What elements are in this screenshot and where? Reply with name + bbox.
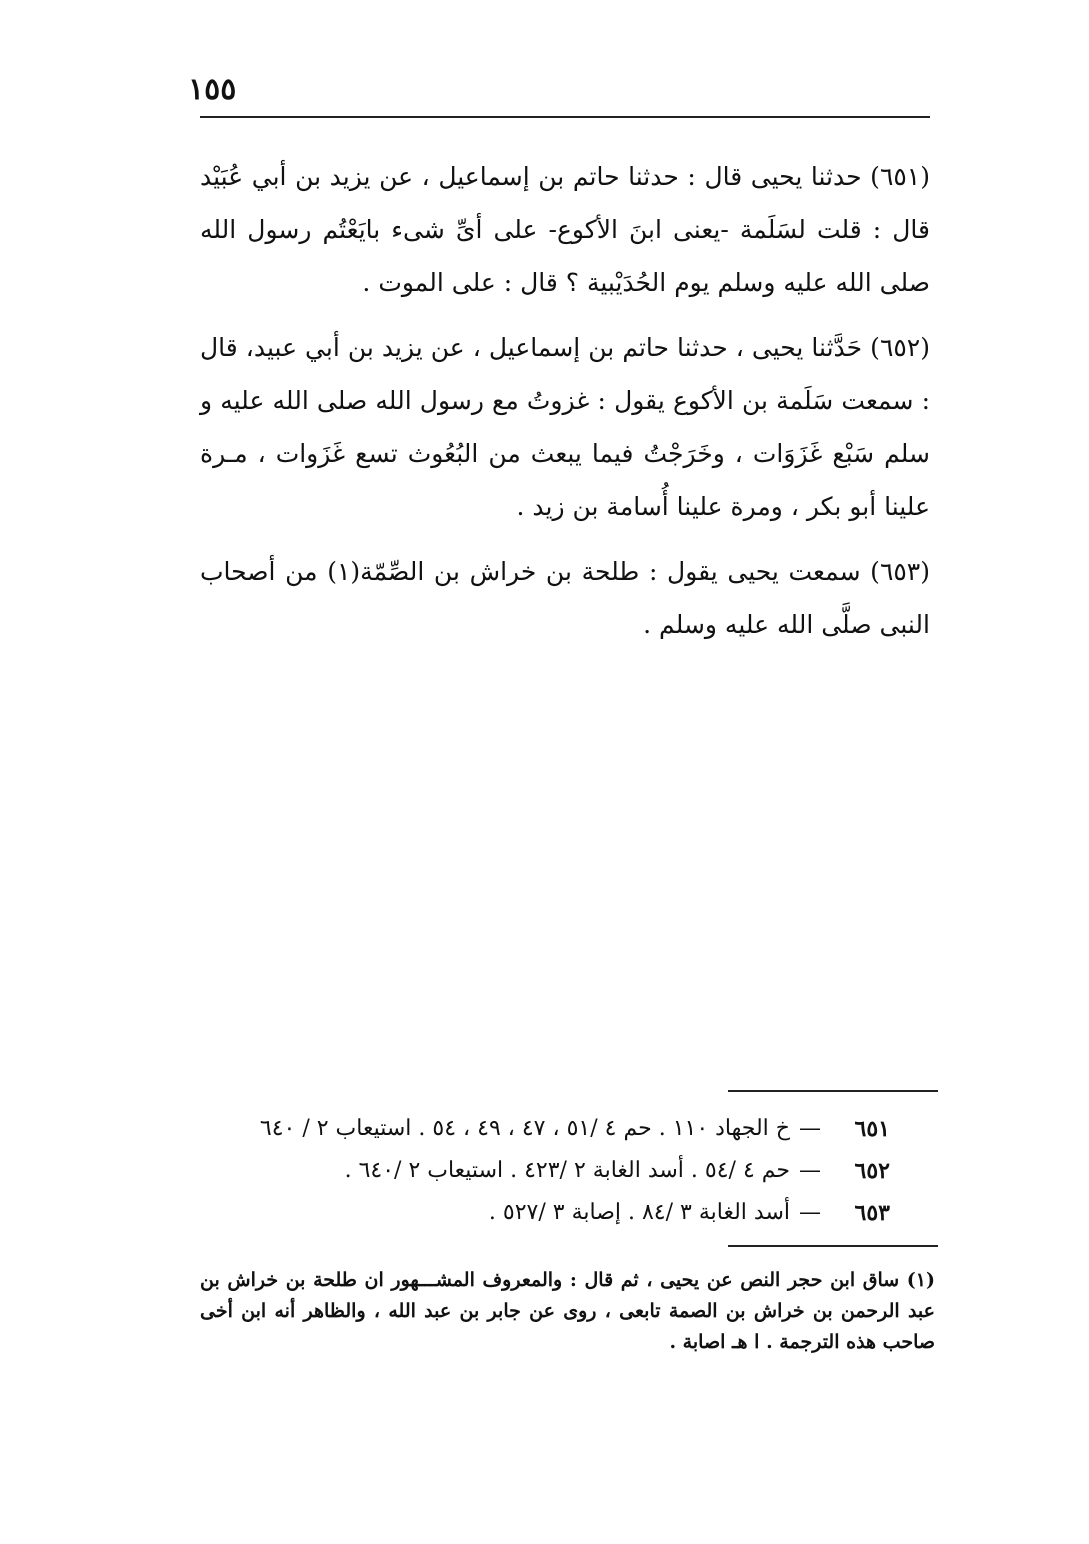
reference-dash: — <box>799 1200 821 1225</box>
header-rule <box>200 116 930 118</box>
reference-text: حم ٤ /٥٤ . أسد الغابة ٢ /٤٢٣ . استيعاب ٢ /٦٤٠ . <box>344 1158 790 1183</box>
reference-line <box>200 1192 890 1234</box>
references-rule <box>728 1090 938 1092</box>
hadith-paragraph: (٦٥١) حدثنا يحيى قال : حدثنا حاتم بن إسماعيل ، عن يزيد بن أبي عُبَيْد قال : قلت لسَلَمة -يعنى ابنَ الأكوع- على أىِّ شىء بايَعْتُم رسول الله صلى الله عليه وسلم يوم الحُدَيْبية ؟ قال : على الموت . <box>200 162 930 297</box>
reference-text: أسد الغابة ٣ /٨٤ . إصابة ٣ /٥٢٧ . <box>488 1200 790 1225</box>
footnote: (١) ساق ابن حجر النص عن يحيى ، ثم قال : والمعروف المشـــهور ان طلحة بن خراش بن عبد الرحمن بن خراش بن الصمة تابعى ، روى عن جابر بن عبد الله ، والظاهر أنه ابن أخى صاحب هذه الترجمة . ا هـ اصابة . <box>200 1269 935 1353</box>
footnote-rule <box>728 1245 938 1247</box>
hadith-paragraph: (٦٥٣) سمعت يحيى يقول : طلحة بن خراش بن الصِّمّة(١) من أصحاب النبى صلَّى الله عليه وسلم . <box>200 557 930 639</box>
reference-line <box>200 1150 890 1192</box>
reference-number: ٦٥١ <box>854 1116 890 1142</box>
reference-dash: — <box>799 1158 821 1183</box>
reference-dash: — <box>799 1116 821 1141</box>
page-number: ١٥٥ <box>188 72 237 107</box>
reference-number: ٦٥٣ <box>854 1200 890 1226</box>
hadith-paragraph: (٦٥٢) حَدَّثنا يحيى ، حدثنا حاتم بن إسماعيل ، عن يزيد بن أبي عبيد، قال : سمعت سَلَمة بن الأكوع يقول : غزوتُ مع رسول الله صلى الله عليه و سلم سَبْع غَزَوَات ، وخَرَجْتُ فيما يبعث من البُعُوث تسع غَزَوات ، مـرة علينا أبو بكر ، ومرة علينا أُسامة بن زيد . <box>200 333 930 521</box>
references <box>200 1108 890 1234</box>
reference-number: ٦٥٢ <box>854 1158 890 1184</box>
reference-text: خ الجهاد ١١٠ . حم ٤ /٥١ ، ٤٧ ، ٤٩ ، ٥٤ . استيعاب ٢ / ٦٤٠ <box>259 1116 790 1141</box>
reference-line <box>200 1108 890 1150</box>
main-text <box>200 150 930 663</box>
